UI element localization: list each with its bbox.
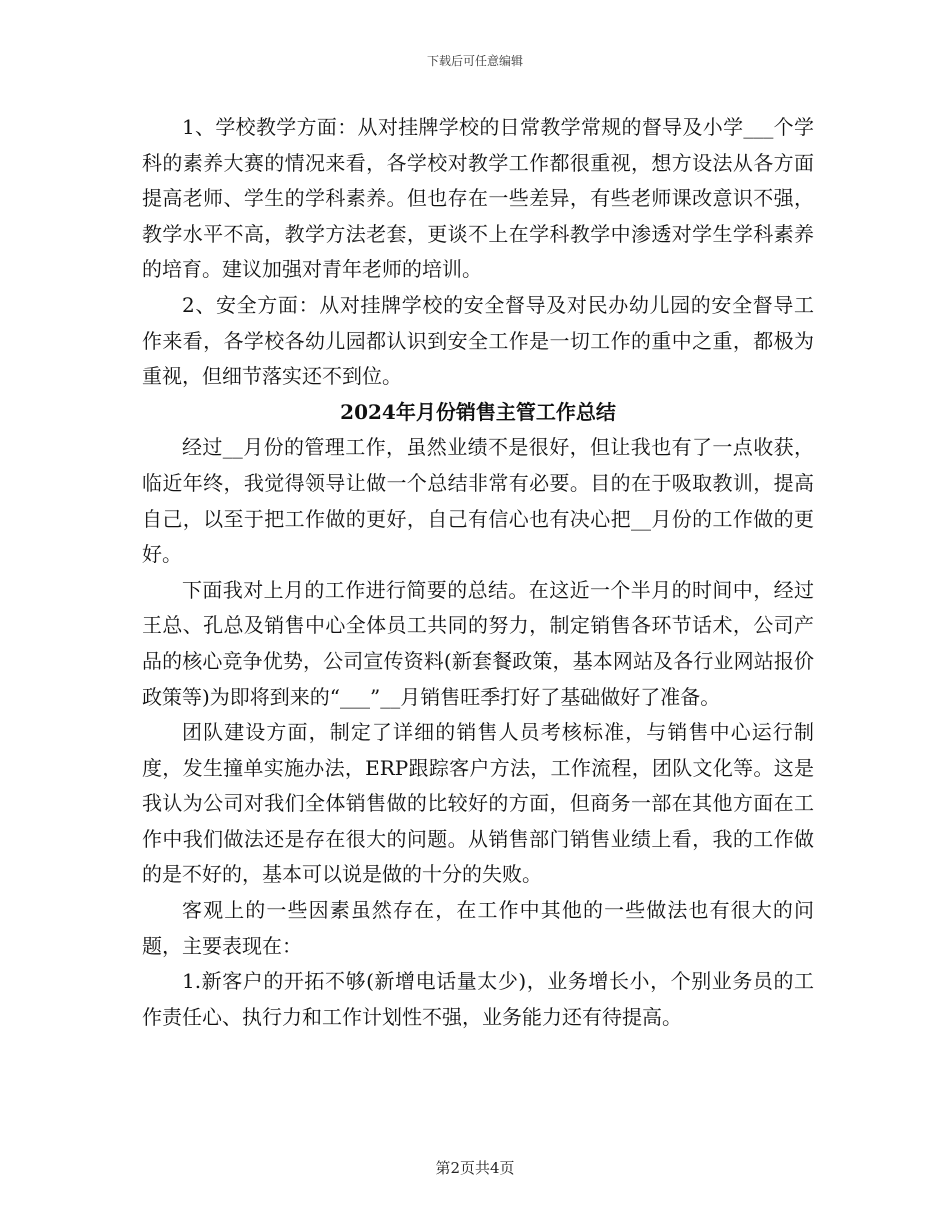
section-title: 2024年月份销售主管工作总结: [340, 399, 616, 424]
page-header: 下载后可任意编辑: [426, 54, 523, 68]
paragraph-teaching: 1、学校教学方面：从对挂牌学校的日常教学常规的督导及小学___个学科的素养大赛的情况来看，各学校对教学工作都很重视，想方设法从各方面提高老师、学生的学科素养。但也存在一些差异，有些老师课改意识不强，教学水平不高，教学方法老套，更谈不上在学科教学中渗透对学生学科素养的培育。建议加强对青年老师的培训。: [142, 115, 814, 282]
document-body: [142, 110, 814, 1035]
paragraph-safety: 2、安全方面：从对挂牌学校的安全督导及对民办幼儿园的安全督导工作来看，各学校各幼儿园都认识到安全工作是一切工作的重中之重，都极为重视，但细节落实还不到位。: [142, 292, 814, 389]
paragraph-problems: 客观上的一些因素虽然存在，在工作中其他的一些做法也有很大的问题，主要表现在：: [142, 898, 814, 958]
paragraph-intro: 经过__月份的管理工作，虽然业绩不是很好，但让我也有了一点收获，临近年终，我觉得领导让做一个总结非常有必要。目的在于吸取教训，提高自己，以至于把工作做的更好，自己有信心也有决心把__月份的工作做的更好。: [142, 435, 814, 567]
paragraph-summary: 下面我对上月的工作进行简要的总结。在这近一个半月的时间中，经过王总、孔总及销售中心全体员工共同的努力，制定销售各环节话术，公司产品的核心竞争优势，公司宣传资料(新套餐政策，基本网站及各行业网站报价政策等)为即将到来的“___”__月销售旺季打好了基础做好了准备。: [142, 577, 814, 709]
paragraph-item-1: 1.新客户的开拓不够(新增电话量太少)，业务增长小，个别业务员的工作责任心、执行力和工作计划性不强，业务能力还有待提高。: [142, 969, 814, 1029]
page-footer: 第2页共4页: [435, 1159, 515, 1177]
paragraph-team-building: 团队建设方面，制定了详细的销售人员考核标准，与销售中心运行制度，发生撞单实施办法，ERP跟踪客户方法，工作流程，团队文化等。这是我认为公司对我们全体销售做的比较好的方面，但商务一部在其他方面在工作中我们做法还是存在很大的问题。从销售部门销售业绩上看，我的工作做的是不好的，基本可以说是做的十分的失败。: [142, 720, 814, 887]
